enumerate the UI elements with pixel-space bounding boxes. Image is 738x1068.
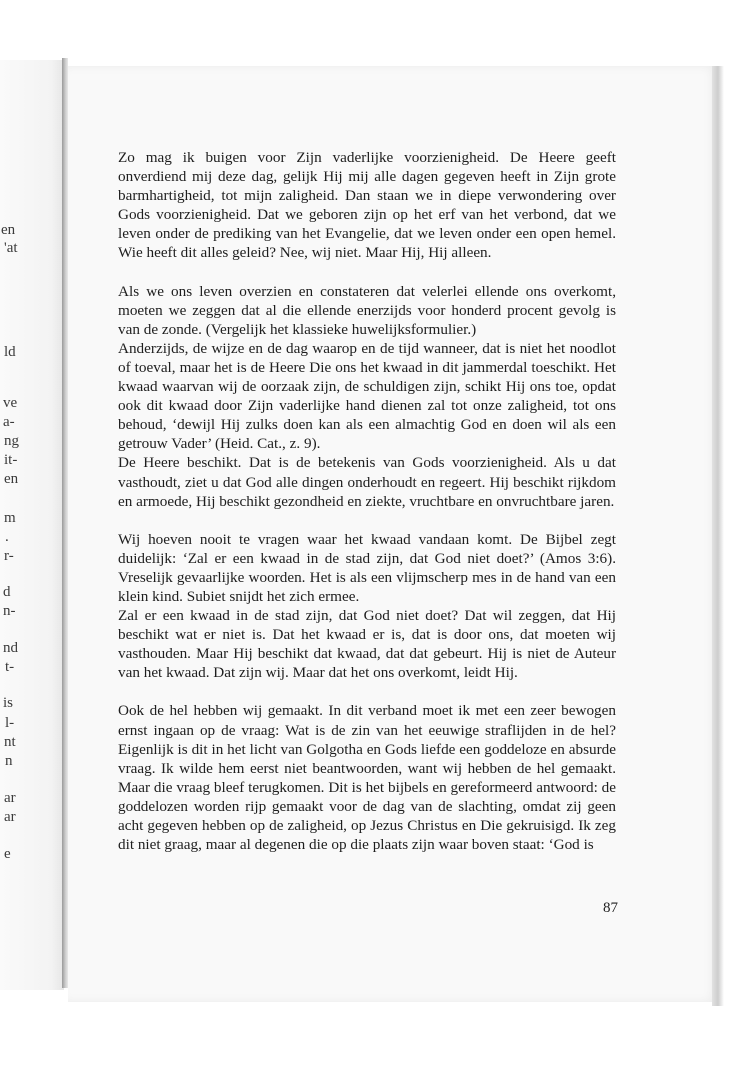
left-page-fragment: ve (3, 395, 18, 411)
left-page-fragment: ng (4, 433, 19, 449)
left-page-fragment: r- (4, 548, 14, 564)
paragraph: Als we ons leven overzien en constateren dat velerlei ellende ons overkomt, moeten we zeggen dat al die ellende enerzijds voor honderd procent gevolg is van de zonde. (Vergelijk het klassieke huwelijksformulier.) (118, 282, 616, 338)
left-page-fragment: it- (4, 452, 18, 468)
paragraph: Anderzijds, de wijze en de dag waarop en de tijd wanneer, dat is niet het noodlot of toeval, maar het is de Heere Die ons het kwaad in dit jammerdal toeschikt. Het kwaad waarvan wij de oorzaak zijn, de schuldigen zijn, schikt Hij ons toe, opdat ook dit kwaad door Zijn vaderlijke hand dienen zal tot onze zaligheid, tot ons behoud, ‘dewijl Hij zulks doen kan als een almachtig God en doen wil als een getrouw Vader’ (Heid. Cat., z. 9). (118, 339, 616, 453)
paragraph: De Heere beschikt. Dat is de betekenis van Gods voorzienigheid. Als u dat vasthoudt, ziet u dat God alle dingen onderhoudt en regeert. Hij beschikt rijkdom en armoede, Hij beschikt gezondheid en ziekte, vruchtbare en onvruchtbare jaren. (118, 454, 616, 510)
page-number: 87 (603, 900, 618, 916)
left-page-fragment: t- (5, 659, 15, 675)
left-page-fragment: en (1, 222, 16, 238)
left-page-fragment: n- (3, 603, 16, 619)
left-page-fragment: ar (4, 790, 16, 806)
paragraph: Zal er een kwaad in de stad zijn, dat God niet doet? Dat wil zeggen, dat Hij beschikt wat er niet is. Dat het kwaad er is, dat is door ons, dat moeten wij vasthouden. Maar Hij beschikt dat kwaad, dat dat gebeurt. Hij is niet de Auteur van het kwaad. Dat zijn wij. Maar dat het ons overkomt, leidt Hij. (118, 607, 616, 682)
body-text (118, 148, 616, 854)
left-page-fragment: en (4, 471, 19, 487)
left-page-fragment: . (5, 529, 9, 545)
left-page-fragment: m (4, 510, 16, 526)
left-page-fragment: d (3, 584, 11, 600)
left-page-fragment: is (3, 695, 14, 711)
paragraph: Ook de hel hebben wij gemaakt. In dit verband moet ik met een zeer bewogen ernst ingaan op de vraag: Wat is de zin van het eeuwige straflijden in de hel? Eigenlijk is dit in het licht van Golgotha en Gods liefde een goddeloze en absurde vraag. Ik wilde hem eerst niet beantwoorden, want wij hebben de hel gemaakt. Maar die vraag bleef terugkomen. Dit is het bijbels en gereformeerd antwoord: de goddelozen worden rijp gemaakt voor de dag van de slachting, omdat zij geen acht gegeven hebben op de zaligheid, op Jezus Christus en Die gekruisigd. Ik zeg dit niet graag, maar al degenen die op die plaats zijn waar boven staat: ‘God is (118, 702, 616, 854)
left-page-fragment: ld (4, 344, 16, 360)
left-page-fragment: e (4, 846, 11, 862)
paragraph: Zo mag ik buigen voor Zijn vaderlijke voorzienigheid. De Heere geeft onverdiend mij deze dag, gelijk Hij mij alle dagen gegeven heeft in Zijn grote barmhartigheid, tot mijn zaligheid. Dan staan we in diepe verwondering over Gods voorzienigheid. Dat we geboren zijn op het erf van het verbond, dat we leven onder de prediking van het Evangelie, dat we leven onder een open hemel. Wie heeft dit alles geleid? Nee, wij niet. Maar Hij, Hij alleen. (118, 149, 616, 262)
left-page-fragment: a- (3, 414, 15, 430)
left-page-fragment: ar (4, 809, 16, 825)
left-page-fragment: nd (3, 640, 18, 656)
left-page-fragment: n (5, 753, 13, 769)
left-facing-page (0, 60, 64, 990)
left-page-fragment: nt (4, 734, 16, 750)
page-edge-shadow (712, 66, 724, 1006)
left-page-fragment: l- (5, 715, 15, 731)
paragraph: Wij hoeven nooit te vragen waar het kwaad vandaan komt. De Bijbel zegt duidelijk: ‘Zal er een kwaad in de stad zijn, dat God niet doet?’ (Amos 3:6). Vreselijk gevaarlijke woorden. Het is als een vlijmscherp mes in de hand van een klein kind. Subiet snijdt het zich ermee. (118, 530, 616, 605)
left-page-fragment: 'at (4, 240, 18, 256)
